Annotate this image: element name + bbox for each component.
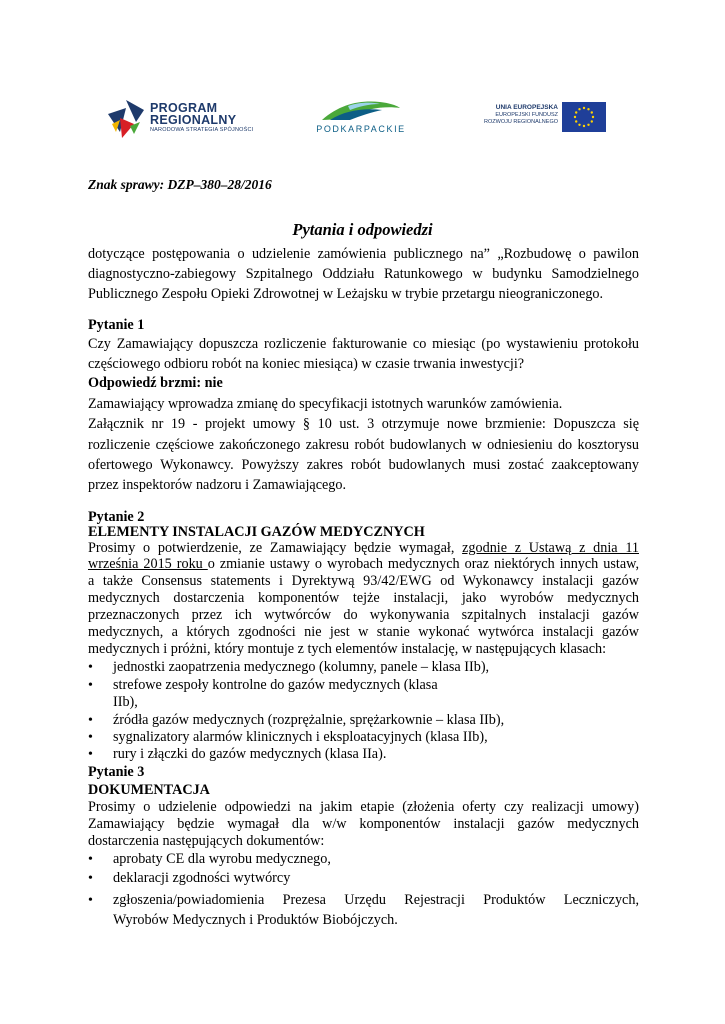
- intro-line: dotyczące postępowania o udzielenie zamówienia publicznego na” „Rozbudowę o pawilon: [88, 246, 639, 262]
- question-2-text-part: o zmianie ustawy o wyrobach medycznych oraz niektórych innych ustaw,: [207, 556, 639, 572]
- list-item: źródła gazów medycznych (rozprężalnie, sprężarkownie – klasa IIb),: [113, 712, 505, 728]
- law-reference-underlined: września 2015 roku: [88, 556, 208, 572]
- question-3-text: dostarczenia następujących dokumentów:: [88, 833, 325, 849]
- list-item: sygnalizatory alarmów klinicznych i eksploatacyjnych (klasa IIb),: [113, 729, 488, 745]
- question-3-text: Prosimy o udzielenie odpowiedzi na jakim etapie (złożenia oferty czy realizacji umowy): [88, 799, 639, 815]
- list-item-continuation: Wyrobów Medycznych i Produktów Biobójczych.: [113, 912, 398, 928]
- answer-1-text: Załącznik nr 19 - projekt umowy § 10 ust. 3 otrzymuje nowe brzmienie: Dopuszcza się: [88, 416, 639, 432]
- law-reference-underlined: zgodnie z Ustawą z dnia 11: [462, 540, 639, 556]
- program-regionalny-logo: [104, 96, 264, 140]
- program-regionalny-emblem-icon: [104, 98, 146, 140]
- question-2-text: medycznych, a których zgodności nie jest w stanie wykonać wytwórca instalacji gazów: [88, 624, 639, 640]
- question-3-heading: Pytanie 3: [88, 764, 145, 780]
- ue-line2: EUROPEJSKI FUNDUSZ: [495, 112, 558, 118]
- bullet-icon: •: [88, 852, 93, 867]
- bullet-icon: •: [88, 871, 93, 886]
- question-2-text: a także Consensus statements i Dyrektywą 93/42/EWG od Wykonawcy instalacji gazów: [88, 573, 639, 589]
- intro-line: Publicznego Zespołu Opieki Zdrowotnej w Leżajsku w trybie przetargu nieograniczonego.: [88, 286, 604, 302]
- list-item: aprobaty CE dla wyrobu medycznego,: [113, 851, 331, 867]
- bullet-icon: •: [88, 713, 93, 728]
- bullet-icon: •: [88, 730, 93, 745]
- answer-1-text: Zamawiający wprowadza zmianę do specyfikacji istotnych warunków zamówienia.: [88, 396, 563, 412]
- answer-1-heading: Odpowiedź brzmi: nie: [88, 375, 223, 391]
- question-1-heading: Pytanie 1: [88, 317, 145, 333]
- question-3-text: Zamawiający będzie wymagał dla w/w komponentów instalacji gazów medycznych: [88, 816, 639, 832]
- page-title: Pytania i odpowiedzi: [292, 220, 433, 239]
- header-logos: [104, 96, 624, 146]
- question-1-text: Czy Zamawiający dopuszcza rozliczenie fakturowanie co miesiąc (po wystawieniu protokołu: [88, 336, 639, 352]
- question-1-text: częściowego odbioru robót na koniec miesiąca) w czasie trwania inwestycji?: [88, 356, 525, 372]
- list-item-continuation: IIb),: [113, 694, 138, 710]
- answer-1-text: przez inspektorów nadzoru i Zamawiającego.: [88, 477, 347, 493]
- bullet-icon: •: [88, 893, 93, 908]
- eu-flag-icon: [562, 102, 606, 132]
- question-2-heading: Pytanie 2: [88, 509, 145, 525]
- ue-line3: ROZWOJU REGIONALNEGO: [484, 119, 558, 125]
- ue-line1: UNIA EUROPEJSKA: [495, 104, 558, 111]
- list-item: zgłoszenia/powiadomienia Prezesa Urzędu Rejestracji Produktów Leczniczych,: [113, 892, 639, 908]
- bullet-icon: •: [88, 660, 93, 675]
- podkarpackie-text: PODKARPACKIE: [316, 124, 406, 134]
- intro-line: diagnostyczno-zabiegowy Szpitalnego Oddziału Ratunkowego w budynku Samodzielnego: [88, 266, 639, 282]
- question-2-text: medycznych dostarczenia komponentów tejże instalacji, jako wyrobów medycznych: [88, 590, 639, 606]
- list-item: jednostki zaopatrzenia medycznego (kolumny, panele – klasa IIb),: [113, 659, 490, 675]
- answer-1-text: rozliczenie częściowe zakończonego zakresu robót budowlanych w odniesieniu do kosztorysu: [88, 437, 639, 453]
- bullet-icon: •: [88, 747, 93, 762]
- bullet-icon: •: [88, 678, 93, 693]
- question-2-text: [88, 540, 639, 557]
- podkarpackie-logo: [306, 98, 416, 138]
- program-line3: NARODOWA STRATEGIA SPÓJNOŚCI: [150, 127, 254, 133]
- podkarpackie-mountains-icon: [320, 98, 402, 122]
- question-3-subheading: DOKUMENTACJA: [88, 782, 210, 798]
- program-line1: PROGRAM: [150, 101, 218, 115]
- question-2-text: przeznaczonych przez ich wytwórców do wykonywania szpitalnych instalacji gazów: [88, 607, 639, 623]
- question-2-text-part: Prosimy o potwierdzenie, ze Zamawiający będzie wymagał,: [88, 540, 463, 556]
- list-item: strefowe zespoły kontrolne do gazów medycznych (klasa: [113, 677, 438, 693]
- question-2-subheading: ELEMENTY INSTALACJI GAZÓW MEDYCZNYCH: [88, 524, 425, 540]
- answer-1-text: ofertowego Wykonawcy. Powyższy zakres robót budowlanych musi zostać zaakceptowany: [88, 457, 639, 473]
- case-reference: Znak sprawy: DZP–380–28/2016: [88, 177, 272, 192]
- question-2-text: [88, 556, 639, 573]
- program-line2: REGIONALNY: [150, 113, 237, 127]
- list-item: rury i złączki do gazów medycznych (klasa IIa).: [113, 746, 387, 762]
- list-item: deklaracji zgodności wytwórcy: [113, 870, 291, 886]
- question-2-text: medycznych i próżni, który montuje z tych elementów instalację, w następujących klasach:: [88, 641, 607, 657]
- eu-logo: [478, 102, 608, 136]
